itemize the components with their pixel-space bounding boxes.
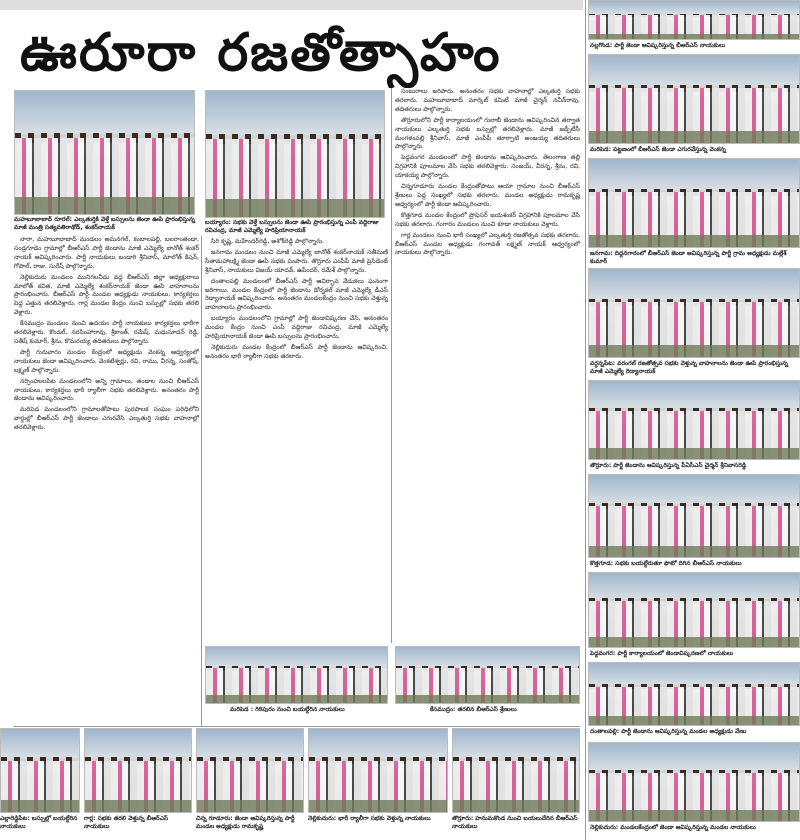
- caption-bottom-mid-2: కేసముద్రం: తరలిన బీఆర్ఎస్ శ్రేణులు: [430, 706, 517, 713]
- photo-right-1: [588, 54, 800, 144]
- col1-para-1: నారా, మహబూబాబాద్ మండలం అమనగల్, కంబాలపల్లి, బలరాంతండా, సండ్రగూడెం గ్రామాల్లో బీఆర్ఎస్ పార్టీ జెండాను మాజీ ఎమ్మెల్యే బానోత్ శంకర్ నాయక్ ఆవిష్కరించారు. పార్టీ నాయకులు బండారి శ్రీనివాస్, మాలోత్ కిషన్, గోపాల్, రాజు, సురేష్ పాల్గొన్నారు.: [14, 236, 199, 270]
- photo-right-top: [588, 0, 800, 40]
- photo-bayyaram: [205, 90, 385, 218]
- photo-bottom-1: [0, 728, 80, 813]
- col2-para-2: జనగామ మండలం నుంచి మాజీ ఎమ్మెల్యే బానోత్ శంకర్‌నాయక్ సతీమణి సీతామహాలక్ష్మి జెండా ఊపి సభకు పంపారు. తొర్రూరు ఎంపీపీ మాజీ ప్రెసిడెంట్ శ్రీనివాస్, నాయకులు విజయ్ యాదవ్, ఉపేందర్, రమేశ్ పాల్గొన్నారు.: [205, 248, 388, 274]
- caption-right-5: కొత్తగూడ: సభకు బయల్దేరుతూ ఫొటో దిగిన బీఆర్ఎస్ నాయకులు: [590, 560, 742, 567]
- caption-right-1: మరిపెడ: పట్టణంలో బీఆర్ఎస్ జెండా ఎగురవేస్తున్న వెంకన్న: [590, 146, 726, 153]
- col3-para-5: కొత్తగూడ మండల కేంద్రంలో ప్రొఫెసర్ జయశంకర్ విగ్రహానికి పూలమాల వేసి సభకు తరలారు. గంగారం మండలం నుంచి కూడా నాయకులు వెళ్లారు.: [395, 211, 580, 228]
- caption-right-3: వర్ధన్నపేట: వరంగల్ రజతోత్సవ సభకు వెళ్తున్న వాహనాలను జెండా ఊపి ప్రారంభిస్తున్న మాజీ ఎమ్మెల్యే రెడ్యానాయక్: [590, 360, 789, 375]
- col3-para-1: సంబురాలు జరిపారు. అనంతరం సభకు వాహనాల్లో ఎల్కతుర్తి సభకు తరలారు. మహబూబాబాద్ మార్కెట్ కమిటీ మాజీ చైర్మన్ నవీన్‌రావు, తదితరులు పాల్గొన్నారు.: [395, 88, 580, 113]
- photo-right-4: [588, 380, 800, 460]
- photo-maripeda-giripuram: [205, 646, 388, 704]
- caption-right-4: తొర్రూరు: పార్టీ జెండాను ఆవిష్కరిస్తున్న పీఏసీఎస్ చైర్మన్ శ్రీనివాసరెడ్డి: [590, 462, 747, 469]
- caption-bottom-4: నెల్లికుదురు: భారీ ర్యాలీగా సభకు వెళ్తున్న నాయకులు: [308, 815, 431, 822]
- article-column-1: [14, 236, 199, 728]
- col2-para-4: బయ్యారం మండలంలోని గ్రామాల్లో పార్టీ జెండావిష్కరణ చేసి, అనంతరం మండల కేంద్రం నుంచి ఎంపీ వద్దిరాజు రవిచంద్ర, మాజీ ఎమ్మెల్యే హరిప్రియానాయక్ జెండా ఊపి బస్సులను ప్రారంభించారు.: [205, 315, 388, 341]
- caption-top-strip: నల్లగొండ: పార్టీ జెండా ఆవిష్కరిస్తున్న బీఆర్ఎస్ నాయకులు: [590, 42, 726, 49]
- article-column-3: [395, 88, 580, 643]
- caption-right-8: నెల్లికుదురు: మండలకేంద్రంలో జెండా ఆవిష్కరిస్తున్న మండల నాయకులు: [590, 824, 756, 831]
- col1-para-6: మరిపెడ మండలంలోని గ్రామాలతోపాటు పురపాలక సంఘం పరిధిలోని వార్డుల్లో బీఆర్ఎస్ పార్టీ జెండాలు ఎగురవేసి ఎల్కతుర్తి సభకు వాహనాల్లో తరలివెళ్లారు.: [14, 406, 199, 432]
- headline: ఊరూరా రజతోత్సాహం: [20, 23, 502, 83]
- photo-right-3: [588, 268, 800, 358]
- caption-bottom-1: ఎల్లారెడ్డిపేట: బస్సుల్లో బయల్దేరిన నాయకులు: [0, 815, 78, 830]
- top-strip-photo: [0, 0, 583, 10]
- col2-para-5: నెల్లికుదురు మండల కేంద్రంలో బీఆర్ఎస్ పార్టీ జెండాను ఆవిష్కరించి, అనంతరం భారీ ర్యాలీగా సభకు తరలారు.: [205, 343, 388, 360]
- caption-bottom-2: గార్ల: సభకు తరలి వెళ్తున్న బీఆర్ఎస్ నాయకులు: [84, 815, 169, 830]
- caption-bottom-3: చిన్న గూడూరు: జెండా ఆవిష్కరిస్తున్న పార్టీ మండల అధ్యక్షుడు రామకృష్ణ: [196, 815, 295, 830]
- col3-para-3: పెద్దవంగర మండలంలో పార్టీ జెండాను ఆవిష్కరించారు. తెలంగాణ తల్లి విగ్రహానికి పూలమాల వేసి సభకు తరలివెళ్లారు. సంజయ్, వీరన్న, శ్రీను, రవి, యాకయ్య పాల్గొన్నారు.: [395, 154, 580, 180]
- col3-para-4: చిన్నగూడూరు మండల కేంద్రంతోపాటు ఆయా గ్రామాల నుంచి బీఆర్ఎస్ శ్రేణులు పెద్ద సంఖ్యలో సభకు తరలారు. మండల అధ్యక్షుడు రామకృష్ణ ఆధ్వర్యంలో పార్టీ జెండా ఆవిష్కరించారు.: [395, 183, 580, 208]
- col1-para-2: నెల్లికుదురు మండలం మునిగలవీడు వద్ద బీఆర్ఎస్ జిల్లా అధ్యక్షురాలు మాలోత్ కవిత, మాజీ ఎమ్మెల్యే శంకర్‌నాయక్ జెండా ఊపి వాహనాలను ప్రారంభించారు. బీఆర్ఎస్ పార్టీ మండల అధ్యక్షుడు నాయకులు, కార్యకర్తలు పెద్ద ఎత్తున తరలివెళ్లారు. గార్ల మండల కేంద్రం నుంచి బస్సుల్లో సభకు తరలి వెళ్లారు.: [14, 273, 199, 317]
- col2-para-3: దంతాలపల్లి మండలంలో బీఆర్ఎస్ పార్టీ ఆవిర్భావ వేడుకలు ఘనంగా జరిగాయి. మండల కేంద్రంలో పార్టీ జెండాను డోర్నకల్ మాజీ ఎమ్మెల్యే డీఎస్ రెడ్యానాయక్ ఆవిష్కరించారు. అనంతరం మండలకేంద్రం నుంచి సభకు వెళ్తున్న వాహనాలను ప్రారంభించారు.: [205, 277, 388, 312]
- col1-para-5: నర్సింహులపేట మండలంలోని అన్ని గ్రామాలు, తండాల నుంచి బీఆర్ఎస్ నాయకులు, కార్యకర్తలు భారీ ర్యాలీగా సభకు తరలివెళ్లారు. అనంతరం పార్టీ జెండాను ఆవిష్కరించారు.: [14, 377, 199, 403]
- col1-para-4: పార్టీ గురువారం మండల కేంద్రంలో అధ్యక్షుడు వెంకన్న ఆధ్వర్యంలో నాయకులు జెండా ఆవిష్కరించారు. వెంకటేశ్వర్లు, రవి, రాము, వీరన్న, సంతోష్, లక్ష్మణ్ పాల్గొన్నారు.: [14, 348, 199, 374]
- photo-bottom-5: [452, 728, 580, 813]
- caption-right-7: దంతాలపల్లి: పార్టీ జెండాను ఆవిష్కరిస్తున్న మండల అధ్యక్షుడు వేణు: [590, 728, 747, 735]
- col2-para-1: సిరి కృష్ణ, మహేందర్‌రెడ్డి, అశోక్‌రెడ్డి పాల్గొన్నారు.: [211, 238, 324, 245]
- photo-right-7: [588, 662, 800, 726]
- photo-right-5: [588, 474, 800, 558]
- caption-photo-left-2: బయ్యారం: సభకు వెళ్తే బస్సులను జెండా ఊపి ప్రారంభిస్తున్న ఎంపీ వద్దిరాజు రవిచంద్ర, మాజీ ఎమ్మెల్యే హరిప్రియానాయక్: [205, 219, 379, 234]
- caption-bottom-mid-1: మరిపెడ : గిరిపురం నుంచి బయల్దేరిన నాయకులు: [230, 706, 345, 713]
- article-column-2: [205, 238, 388, 643]
- photo-right-6: [588, 572, 800, 648]
- caption-photo-left-1: మహబూబాబాద్ రూరల్: ఎల్కతుర్తికి వెళ్తే బస్సులను జెండా ఊపి ప్రారంభిస్తున్న మాజీ మంత్రి సత్యవతిరాథోడ్, శంకర్‌నాయక్: [14, 216, 195, 231]
- col3-para-2: తొర్రూరులోని పార్టీ కార్యాలయంలో గులాబీ జెండాను ఆవిష్కరించిన తర్వాత నాయకులు ఎల్కతుర్తి సభకు బస్సుల్లో తరలివెళ్లారు. మాజీ జడ్పీటీసీ మంగళంపల్లి శ్రీనివాస్, మాజీ ఎంపీపీ తూర్పాటి అంజయ్య తదితరులు పాల్గొన్నారు.: [395, 116, 580, 151]
- photo-right-8: [588, 742, 800, 822]
- photo-right-2: [588, 158, 800, 248]
- photo-kesamudram: [395, 646, 580, 704]
- photo-mahabubabad: [14, 90, 195, 215]
- caption-bottom-5: తొర్రూరు: హనుమకొండ నుంచి బయలుదేరిన బీఆర్ఎస్ నాయకులు: [452, 815, 578, 830]
- col3-para-6: గార్ల మండలం నుంచి భారీ సంఖ్యలో ఎల్కతుర్తి రజతోత్సవ సభకు తరలారు. బీఆర్ఎస్ మండల అధ్యక్షుడు గంగావత్ లక్ష్మణ్ నాయక్ ఆధ్వర్యంలో నాయకులు పాల్గొన్నారు.: [395, 231, 580, 257]
- photo-bottom-2: [84, 728, 192, 813]
- caption-right-6: పెద్దవంగర: పార్టీ కార్యాలయంలో జెండావిష్కరణలో నాయకులు: [590, 650, 734, 657]
- photo-bottom-3: [196, 728, 304, 813]
- photo-bottom-4: [308, 728, 448, 813]
- caption-right-2: జనగామ: దిద్దనగారంలో బీఆర్ఎస్ జెండా ఆవిష్కరిస్తున్న పార్టీ గ్రామ అధ్యక్షుడు మల్లేశ్ కుమార్: [590, 250, 787, 265]
- col1-para-3: కేసముద్రం మండలం నుంచి ఉదయం పార్టీ నాయకులు కార్యకర్తలు భారీగా తరలివెళ్లారు. కొండల్, నరసింహారావు, శ్రీకాంత్, రమేష్, మధుసూదన్ రెడ్డి, సతీష్ కుమార్, శ్రీను, కొమరయ్య తదితరులు పాల్గొన్నారు.: [14, 320, 199, 345]
